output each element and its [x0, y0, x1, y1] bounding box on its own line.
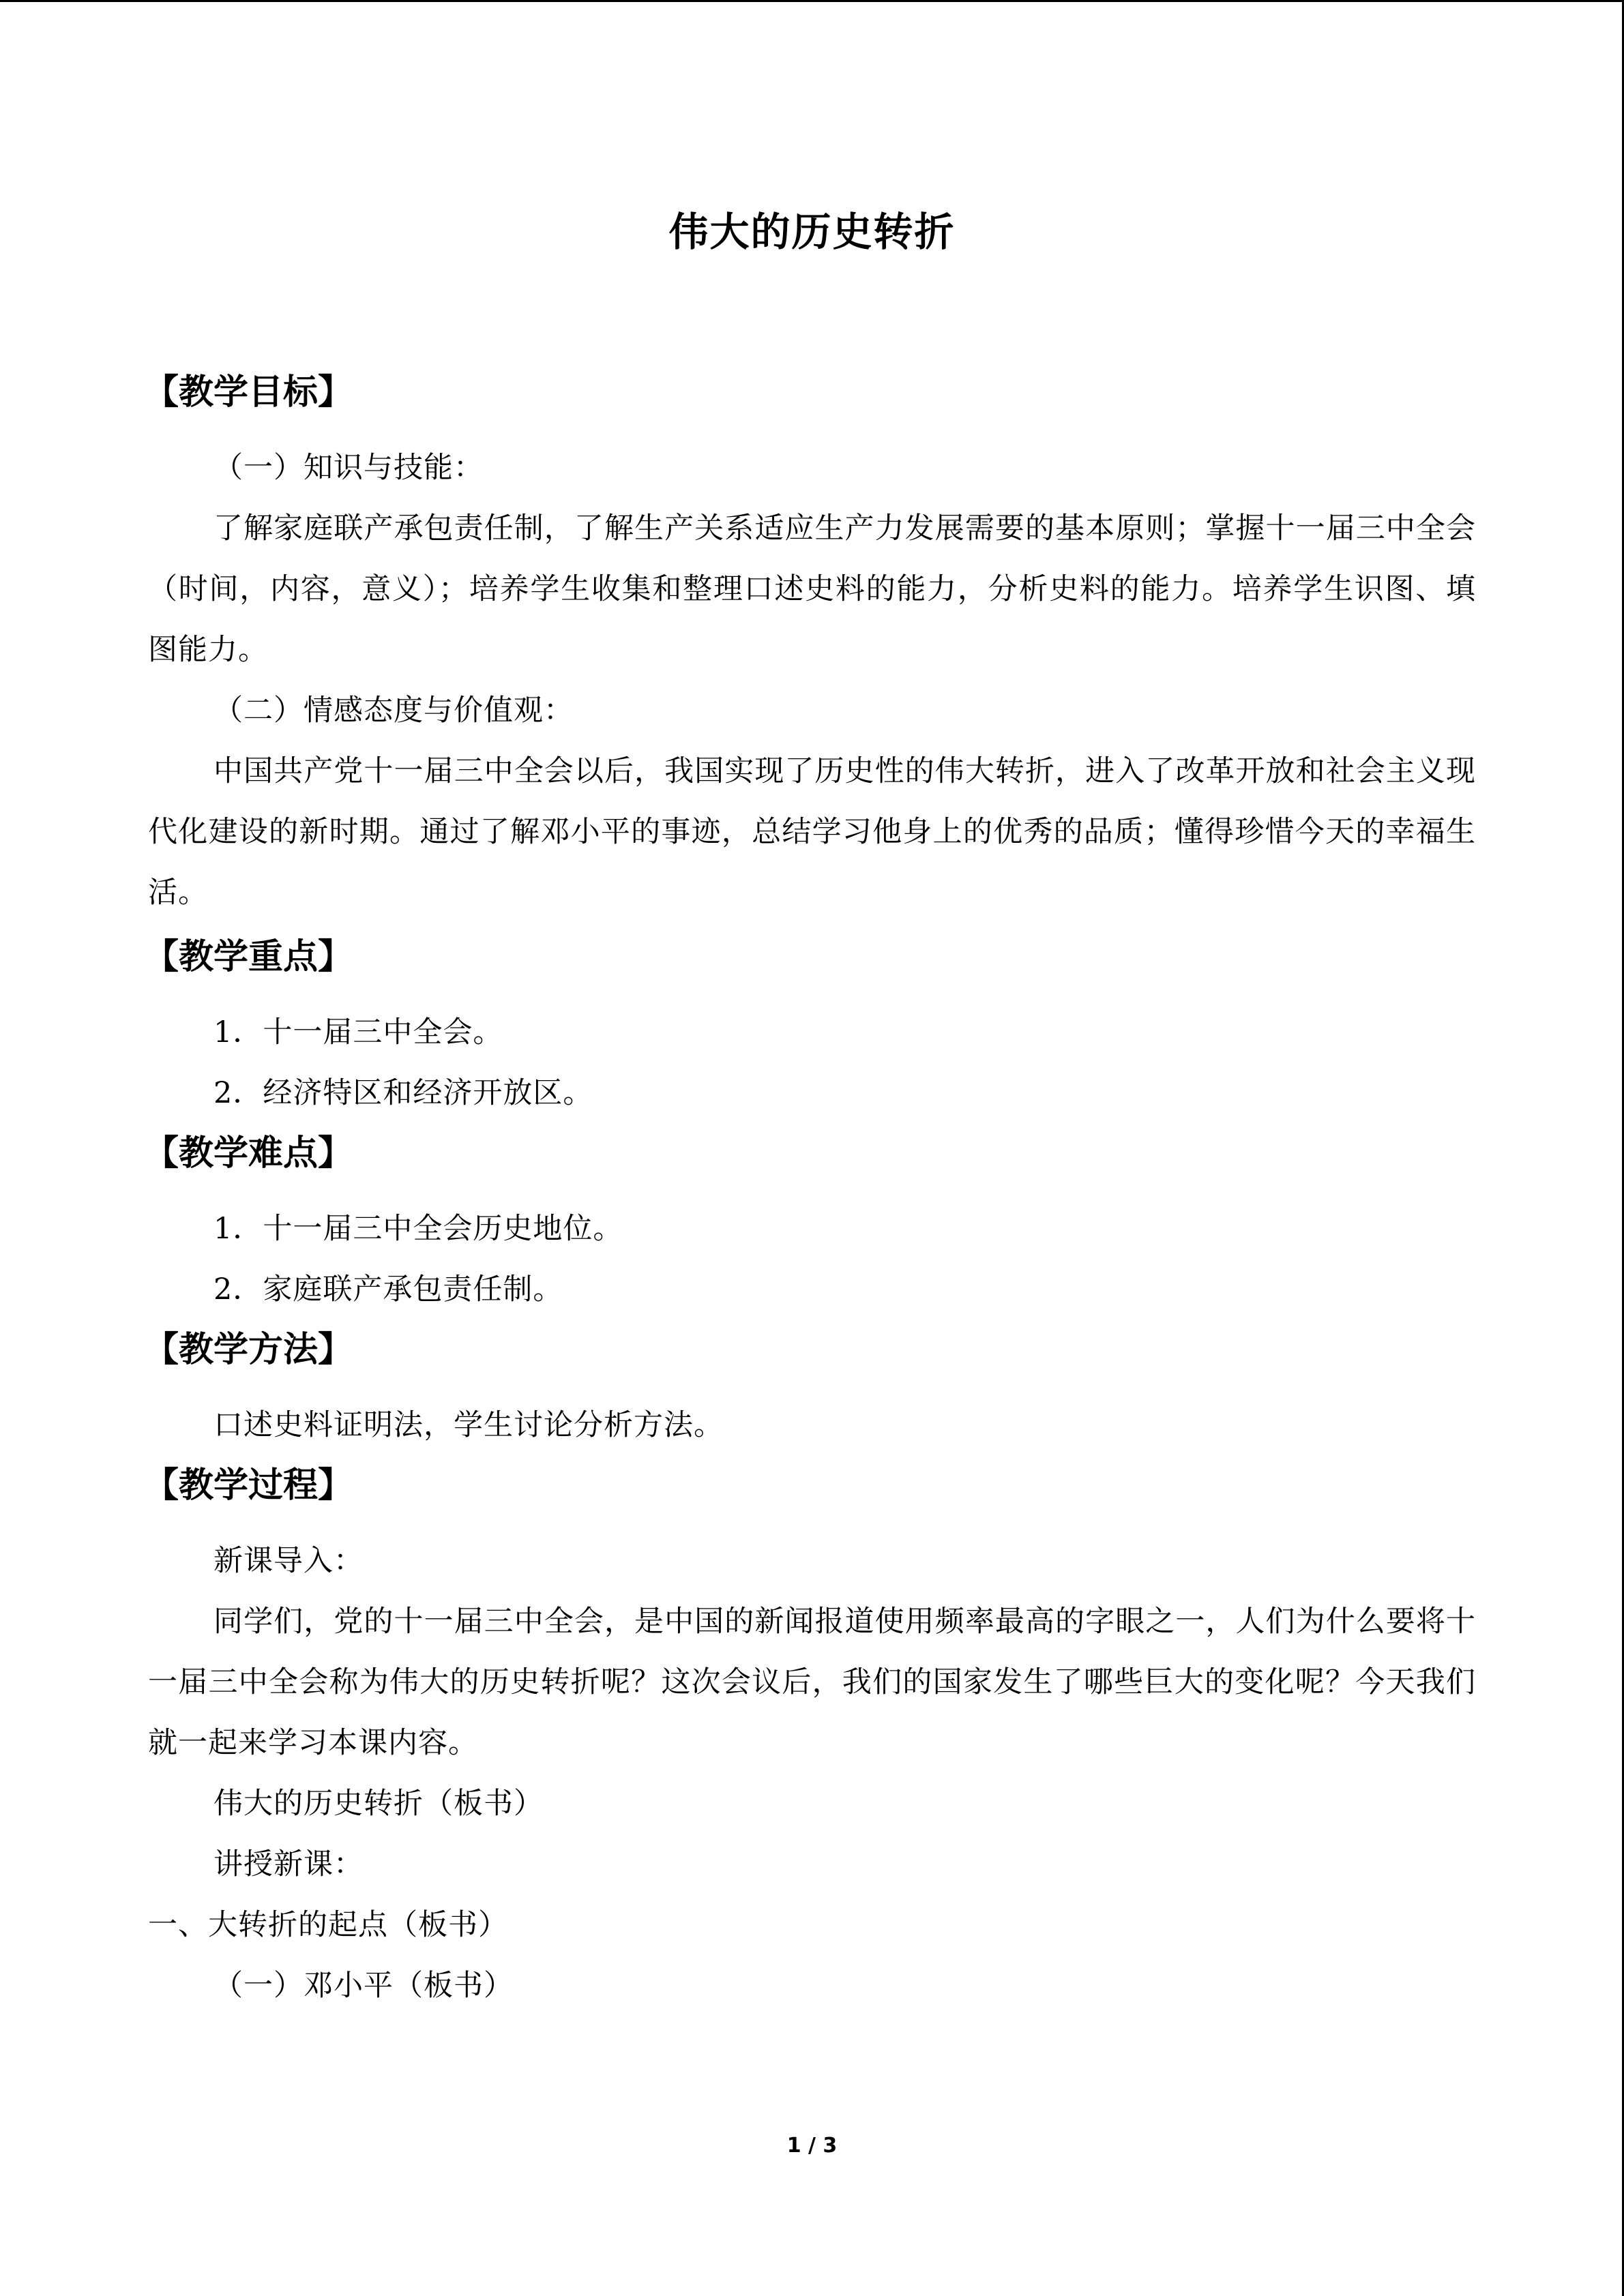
difficulty-item: 2．家庭联产承包责任制。	[213, 1272, 563, 1307]
process-board-title: 伟大的历史转折（板书）	[213, 1787, 544, 1821]
process-part-one-heading: 一、大转折的起点（板书）	[148, 1908, 508, 1942]
objectives-paragraph-knowledge: 了解家庭联产承包责任制，了解生产关系适应生产力发展需要的基本原则；掌握十一届三中全会（时间，内容，意义）；培养学生收集和整理口述史料的能力，分析史料的能力。培养学生识图、填图能力。	[148, 511, 1476, 667]
section-heading-objectives: 【教学目标】	[144, 372, 353, 413]
section-heading-difficulties: 【教学难点】	[144, 1133, 353, 1174]
page-number: 1 / 3	[786, 2134, 838, 2158]
difficulty-item: 1．十一届三中全会历史地位。	[213, 1212, 623, 1246]
process-intro-paragraph: 同学们，党的十一届三中全会，是中国的新闻报道使用频率最高的字眼之一，人们为什么要将十一届三中全会称为伟大的历史转折呢？这次会议后，我们的国家发生了哪些巨大的变化呢？今天我们就一起来学习本课内容。	[148, 1605, 1476, 1760]
document-title: 伟大的历史转折	[668, 209, 956, 255]
section-heading-process: 【教学过程】	[144, 1465, 353, 1506]
objectives-subheading-values: （二）情感态度与价值观：	[213, 694, 574, 728]
key-point-item: 2．经济特区和经济开放区。	[213, 1076, 593, 1110]
document-body	[144, 205, 1476, 2016]
section-heading-key-points: 【教学重点】	[144, 937, 353, 977]
process-intro-label: 新课导入：	[213, 1544, 364, 1578]
process-part-one-subheading: （一）邓小平（板书）	[213, 1969, 514, 2003]
objectives-paragraph-values: 中国共产党十一届三中全会以后，我国实现了历史性的伟大转折，进入了改革开放和社会主义现代化建设的新时期。通过了解邓小平的事迹，总结学习他身上的优秀的品质；懂得珍惜今天的幸福生活。	[148, 754, 1476, 910]
process-new-lesson-label: 讲授新课：	[213, 1847, 364, 1881]
methods-paragraph: 口述史料证明法，学生讨论分析方法。	[213, 1408, 724, 1442]
key-point-item: 1．十一届三中全会。	[213, 1015, 503, 1049]
section-heading-methods: 【教学方法】	[144, 1330, 353, 1370]
objectives-subheading-knowledge: （一）知识与技能：	[213, 451, 484, 485]
